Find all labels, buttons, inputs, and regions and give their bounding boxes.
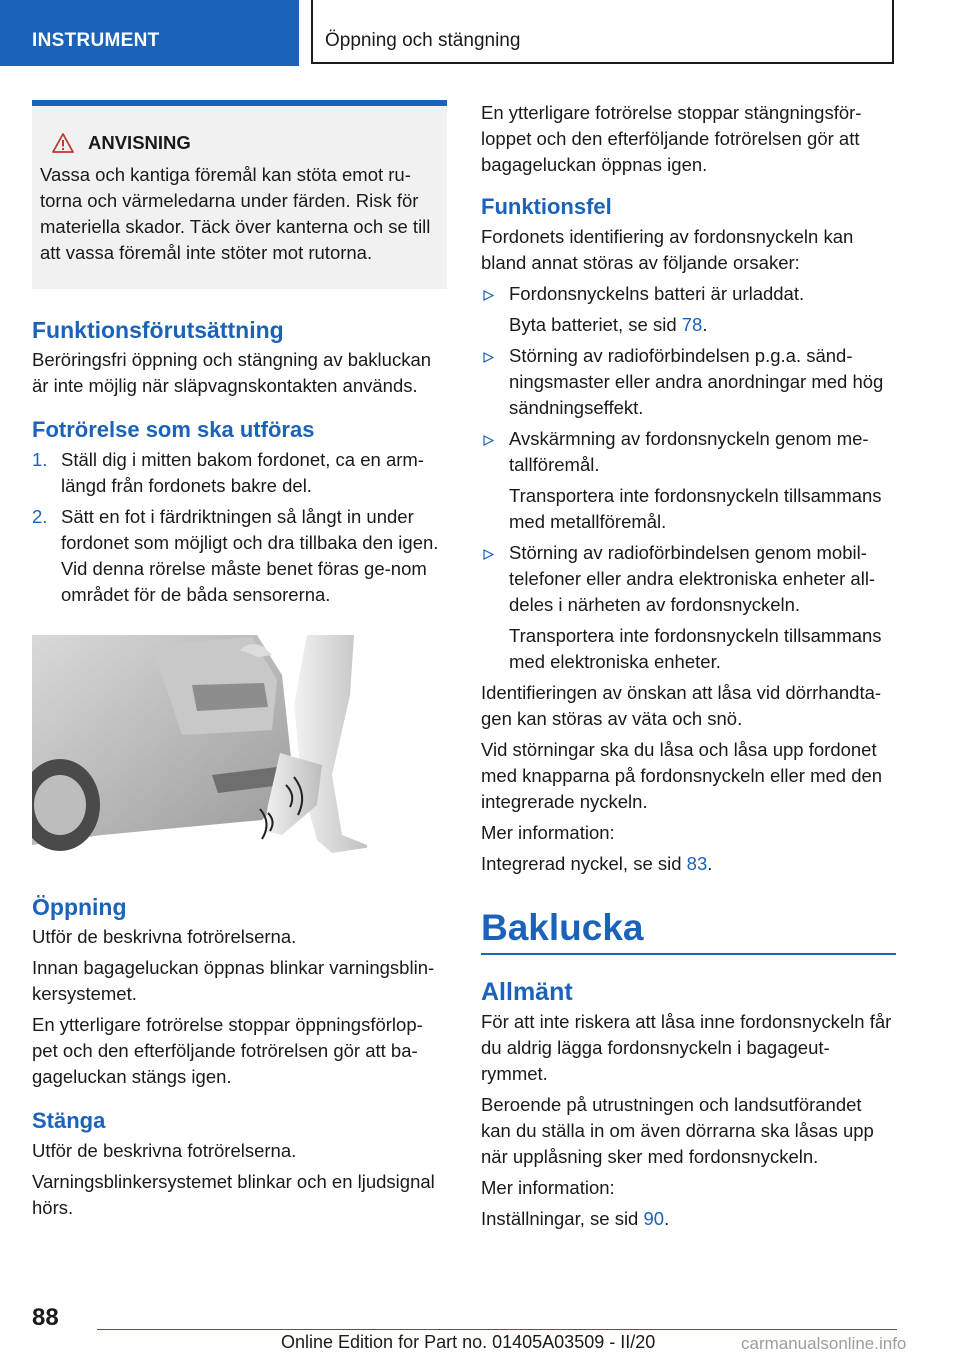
paragraph-opening-2: Innan bagageluckan öppnas blinkar varningsblin-kersystemet. bbox=[32, 957, 435, 1004]
list-item bbox=[481, 540, 896, 618]
paragraph-integrated-key-ref bbox=[481, 851, 896, 877]
paragraph-intro: En ytterligare fotrörelse stoppar stängningsför-loppet och den efterföljande fotrörelsen gör att bagageluckan öppnas igen. bbox=[481, 102, 862, 175]
heading-tailgate: Baklucka bbox=[481, 907, 896, 955]
heading-foot-motion: Fotrörelse som ska utföras bbox=[32, 417, 315, 442]
paragraph-general-2: Beroende på utrustningen och landsutförandet kan du ställa in om även dörrarna ska låsas upp när upplåsning sker med fordonsnyckeln. bbox=[481, 1094, 874, 1167]
paragraph-general-1: För att inte riskera att låsa inne fordonsnyckeln får du aldrig lägga fordonsnyckeln i bagageut-rymmet. bbox=[481, 1011, 892, 1084]
ref-end: . bbox=[707, 853, 713, 874]
ref-text: Inställningar, se sid bbox=[481, 1208, 644, 1229]
paragraph-opening-1: Utför de beskrivna fotrörelserna. bbox=[32, 926, 297, 947]
watermark: carmanualsonline.info bbox=[741, 1334, 907, 1353]
paragraph-electronic-devices: Transportera inte fordonsnyckeln tillsammans med elektroniska enheter. bbox=[509, 625, 882, 672]
paragraph-closing-2: Varningsblinkersystemet blinkar och en ljudsignal hörs. bbox=[32, 1171, 435, 1218]
heading-closing: Stänga bbox=[32, 1108, 106, 1133]
foot-gesture-illustration bbox=[32, 635, 367, 855]
section-tab bbox=[0, 0, 299, 66]
warning-title: ANVISNING bbox=[88, 132, 191, 153]
chapter-header bbox=[311, 0, 894, 64]
triangle-bullet-icon bbox=[483, 290, 494, 301]
warning-header bbox=[40, 130, 439, 156]
step-text: Sätt en fot i färdriktningen så långt in under fordonet som möjligt och dra tillbaka den igen. Vid denna rörelse måste benet föras ge-nom området för de båda sensorerna. bbox=[61, 506, 439, 605]
list-item bbox=[481, 343, 896, 421]
warning-box bbox=[32, 100, 447, 289]
footer-divider bbox=[97, 1329, 897, 1330]
list-item bbox=[32, 504, 447, 608]
paragraph-metal-objects: Transportera inte fordonsnyckeln tillsammans med metallföremål. bbox=[509, 485, 882, 532]
ref-end: . bbox=[702, 314, 708, 335]
triangle-bullet-icon bbox=[483, 549, 494, 560]
steps-list bbox=[32, 447, 447, 608]
page-link-83[interactable]: 83 bbox=[686, 853, 708, 874]
chapter-title: Öppning och stängning bbox=[325, 30, 521, 51]
ref-text: Integrerad nyckel, se sid bbox=[481, 853, 687, 874]
ref-text: Byta batteriet, se sid bbox=[509, 314, 682, 335]
list-item-text: Fordonsnyckelns batteri är urladdat. bbox=[509, 283, 805, 304]
paragraph-fault-handling: Vid störningar ska du låsa och låsa upp fordonet med knapparna på fordonsnyckeln eller med den integrerade nyckeln. bbox=[481, 739, 883, 812]
section-title: INSTRUMENT bbox=[32, 30, 160, 51]
list-item-text: Avskärmning av fordonsnyckeln genom me-tallföremål. bbox=[509, 428, 869, 475]
step-text: Ställ dig i mitten bakom fordonet, ca en arm-längd från fordonets bakre del. bbox=[61, 449, 424, 496]
list-item bbox=[481, 281, 896, 307]
list-item-text: Störning av radioförbindelsen genom mobil-telefoner eller andra elektroniska enheter all-deles i närheten av fordonsnyckeln. bbox=[509, 542, 876, 615]
warning-triangle-icon bbox=[52, 133, 74, 153]
causes-list-3 bbox=[481, 540, 896, 618]
heading-prerequisite: Funktionsförutsättning bbox=[32, 317, 284, 343]
list-item bbox=[481, 426, 896, 478]
page-number: 88 bbox=[32, 1304, 59, 1331]
paragraph-more-info-2: Mer information: bbox=[481, 1177, 615, 1198]
step-number: 1. bbox=[32, 449, 48, 470]
paragraph-prerequisite: Beröringsfri öppning och stängning av bakluckan är inte möjlig när släpvagnskontakten används. bbox=[32, 349, 432, 396]
paragraph-malfunction: Fordonets identifiering av fordonsnyckeln kan bland annat störas av följande orsaker: bbox=[481, 226, 854, 273]
paragraph-identification: Identifieringen av önskan att låsa vid dörrhandta-gen kan störas av väta och snö. bbox=[481, 682, 882, 729]
triangle-bullet-icon bbox=[483, 435, 494, 446]
causes-list-2 bbox=[481, 343, 896, 478]
ref-end: . bbox=[664, 1208, 670, 1229]
paragraph-opening-3: En ytterligare fotrörelse stoppar öppningsförlop-pet och den efterföljande fotrörelsen gör att ba-gageluckan stängs igen. bbox=[32, 1014, 423, 1087]
paragraph-closing-1: Utför de beskrivna fotrörelserna. bbox=[32, 1140, 297, 1161]
causes-list bbox=[481, 281, 896, 307]
edition-text: Online Edition for Part no. 01405A03509 - II/20 bbox=[281, 1332, 656, 1352]
paragraph-battery-ref bbox=[481, 312, 896, 338]
step-number: 2. bbox=[32, 506, 48, 527]
page-link-90[interactable]: 90 bbox=[643, 1208, 665, 1229]
heading-opening: Öppning bbox=[32, 894, 127, 920]
heading-general: Allmänt bbox=[481, 978, 573, 1006]
triangle-bullet-icon bbox=[483, 352, 494, 363]
paragraph-more-info-1: Mer information: bbox=[481, 822, 615, 843]
list-item-text: Störning av radioförbindelsen p.g.a. sänd-ningsmaster eller andra anordningar med hög sändningseffekt. bbox=[509, 345, 884, 418]
page-link-78[interactable]: 78 bbox=[681, 314, 703, 335]
warning-text: Vassa och kantiga föremål kan stöta emot ru-torna och värmeledarna under färden. Risk för materiella skador. Täck över kanterna och se till att vassa föremål inte stöter mot rutorna. bbox=[40, 164, 431, 263]
left-column bbox=[32, 100, 447, 1226]
list-item bbox=[32, 447, 447, 499]
heading-malfunction: Funktionsfel bbox=[481, 194, 612, 219]
paragraph-settings-ref bbox=[481, 1206, 896, 1232]
right-column bbox=[481, 100, 896, 1237]
